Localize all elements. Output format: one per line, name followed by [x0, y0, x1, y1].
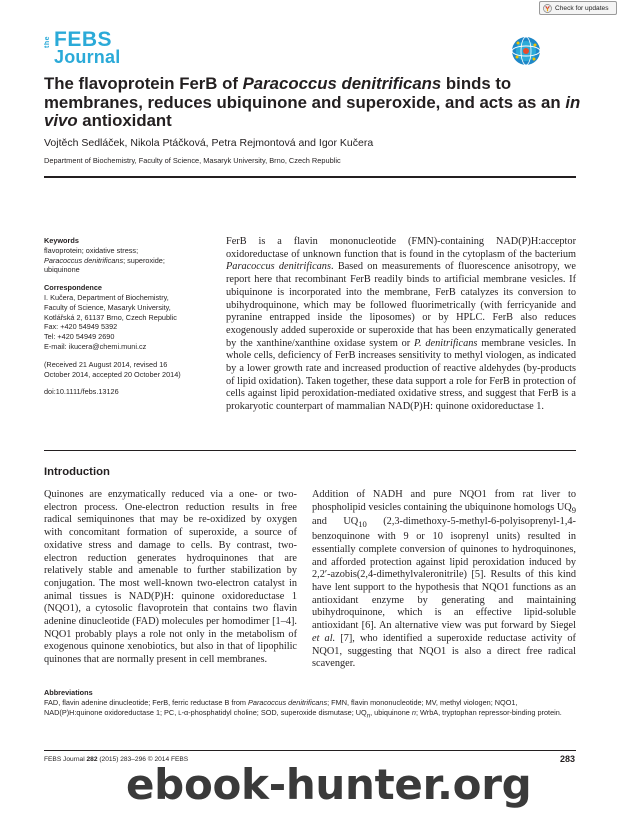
- footer-rule: [44, 750, 576, 751]
- title-in-vivo: in vivo: [44, 92, 581, 130]
- correspondence-email[interactable]: E-mail: ikucera@chemi.muni.cz: [44, 341, 147, 351]
- check-for-updates-button[interactable]: [539, 1, 617, 15]
- crossmark-icon: [543, 4, 552, 13]
- abstract: FerB is a flavin mononucleotide (FMN)-containing NAD(P)H:acceptor oxidoreductase of unknown function that is found in the cytoplasm of the bacterium Paracoccus denitrificans. Based on measurements of fluorescence anisotropy, we report here that recombinant FerB readily binds to artificial membrane vesicles. If ubiquinone is incorporated into the membrane, FerB catalyzes its conversion to ubihydroquinone, which may be followed fluorimetrically (with ferricyanide and pyranine entrapped inside the liposomes) or by HPLC. FerB also reduces exogenously added superoxide or superoxide that has been enzymatically generated by the xanthine/xanthine oxidase system or P. denitrificans membrane vesicles. In whole cells, deficiency of FerB increases sensitivity to methyl viologen, as indicated by a lower growth rate and increased production of reactive aldehydes (by-products of lipid oxidation). Taken together, these data support a role for FerB in protection of cells against lipid peroxidation-mediated oxidative stress, and suggest that FerB is a prokaryotic counterpart of mammalian NAD(P)H: quinone oxidoreductase 1.: [226, 236, 576, 413]
- correspondence-block: [44, 283, 220, 352]
- keywords-line: flavoprotein; oxidative stress;: [44, 245, 139, 255]
- keywords-line: ubiquinone: [44, 265, 80, 275]
- journal-logo: [44, 30, 124, 70]
- page-number: 283: [560, 754, 576, 764]
- introduction-heading: Introduction: [44, 466, 110, 478]
- correspondence-line: Fax: +420 54949 5392: [44, 322, 118, 332]
- watermark: ebook-hunter.org: [126, 760, 532, 809]
- correspondence-heading: Correspondence: [44, 283, 102, 293]
- header-rule: [44, 176, 576, 178]
- keywords-heading: Keywords: [44, 236, 79, 245]
- title-species: Paracoccus denitrificans: [242, 74, 442, 93]
- correspondence-line: Faculty of Science, Masaryk University,: [44, 302, 171, 312]
- received-line: (Received 21 August 2014, revised 16: [44, 359, 168, 369]
- article-sidebar: [44, 236, 220, 405]
- check-for-updates-label: Check for updates: [555, 4, 609, 12]
- febs-globe-icon: [510, 35, 542, 67]
- correspondence-line: Kotlářská 2, 61137 Brno, Czech Republic: [44, 312, 177, 322]
- keywords-line: Paracoccus denitrificans; superoxide;: [44, 255, 165, 265]
- keywords-block: [44, 236, 220, 275]
- introduction-column-left: Quinones are enzymatically reduced via a one- or two-electron process. One-electron reduction results in free radical semiquinones that may be re-oxidized by oxygen with concomitant formation of superoxide, a source of oxidative stress and damage to cells. By contrast, two-electron reduction generates hydroquinones that are relatively stable and amenable to further stabilization by conjugation. The most well-known two-electron catalyst in animal tissues is NAD(P)H: quinone oxidoreductase 1 (NQO1), a cytosolic flavoprotein that contains two flavin adenine dinucleotide (FAD) molecules per homodimer [1–4]. NQO1 probably plays a role not only in the metabolism of exogenous quinone xenobiotics, but also in that of lipophilic quinones that are normally present in cell membranes.: [44, 489, 297, 666]
- section-rule: [44, 450, 576, 451]
- correspondence-line: I. Kučera, Department of Biochemistry,: [44, 292, 169, 302]
- doi-block: [44, 387, 220, 397]
- author-list: Vojtěch Sedláček, Nikola Ptáčková, Petra Rejmontová and Igor Kučera: [44, 137, 374, 149]
- abbreviations-text: FAD, flavin adenine dinucleotide; FerB, ferric reductase B from Paracoccus denitrificans; FMN, flavin mononucleotide; MV, methyl viologen; NQO1, NAD(P)H:quinone oxidoreductase 1; PC, L-α-phosphatidyl choline; SOD, superoxide dismutase; $UQ_n$, ubiquinone n; WrbA, tryptophan repressor-binding protein.: [44, 698, 562, 720]
- journal-logo-prefix: the: [44, 36, 51, 48]
- abbreviations-heading: Abbreviations: [44, 688, 93, 697]
- introduction-column-right: Addition of NADH and pure NQO1 from rat liver to phospholipid vesicles containing the ubiquinone homologs $UQ_9$ and $UQ_{10}$ (2,3-dimethoxy-5-methyl-6-polyisoprenyl-1,4-benzoquinone with 9 or 10 isoprenyl units) resulted in essentially complete conversion of quinones to hydroquinones, and afforded protection against lipid peroxidation induced by 2,2′-azobis(2,4-dimethylvaleronitrile) [5]. Results of this kind have lent support to the hypothesis that NQO1 functions as an antioxidant enzyme by generating and maintaining ubihydroquinone, which is an effective lipid-soluble antioxidant [6]. An alternative view was put forward by Siegel et al. [7], who identified a superoxide reductase activity of NQO1, suggesting that NQO1 is also a direct free radical scavenger.: [312, 489, 576, 670]
- abbreviations: [44, 688, 576, 721]
- footer-citation: FEBS Journal 282 (2015) 283–296 © 2014 FEBS: [44, 756, 189, 763]
- affiliation: Department of Biochemistry, Faculty of Science, Masaryk University, Brno, Czech Republic: [44, 156, 341, 165]
- doi-link[interactable]: doi:10.1111/febs.13126: [44, 387, 119, 397]
- article-title: The flavoprotein FerB of Paracoccus denitrificans binds to membranes, reduces ubiquinone and superoxide, and acts as an in vivo antioxidant: [44, 74, 581, 130]
- journal-logo-name: FEBS: [54, 28, 113, 51]
- journal-logo-sub: Journal: [54, 47, 121, 67]
- received-line: October 2014, accepted 20 October 2014): [44, 369, 181, 379]
- received-block: [44, 360, 220, 380]
- correspondence-line: Tel: +420 54949 2690: [44, 332, 115, 342]
